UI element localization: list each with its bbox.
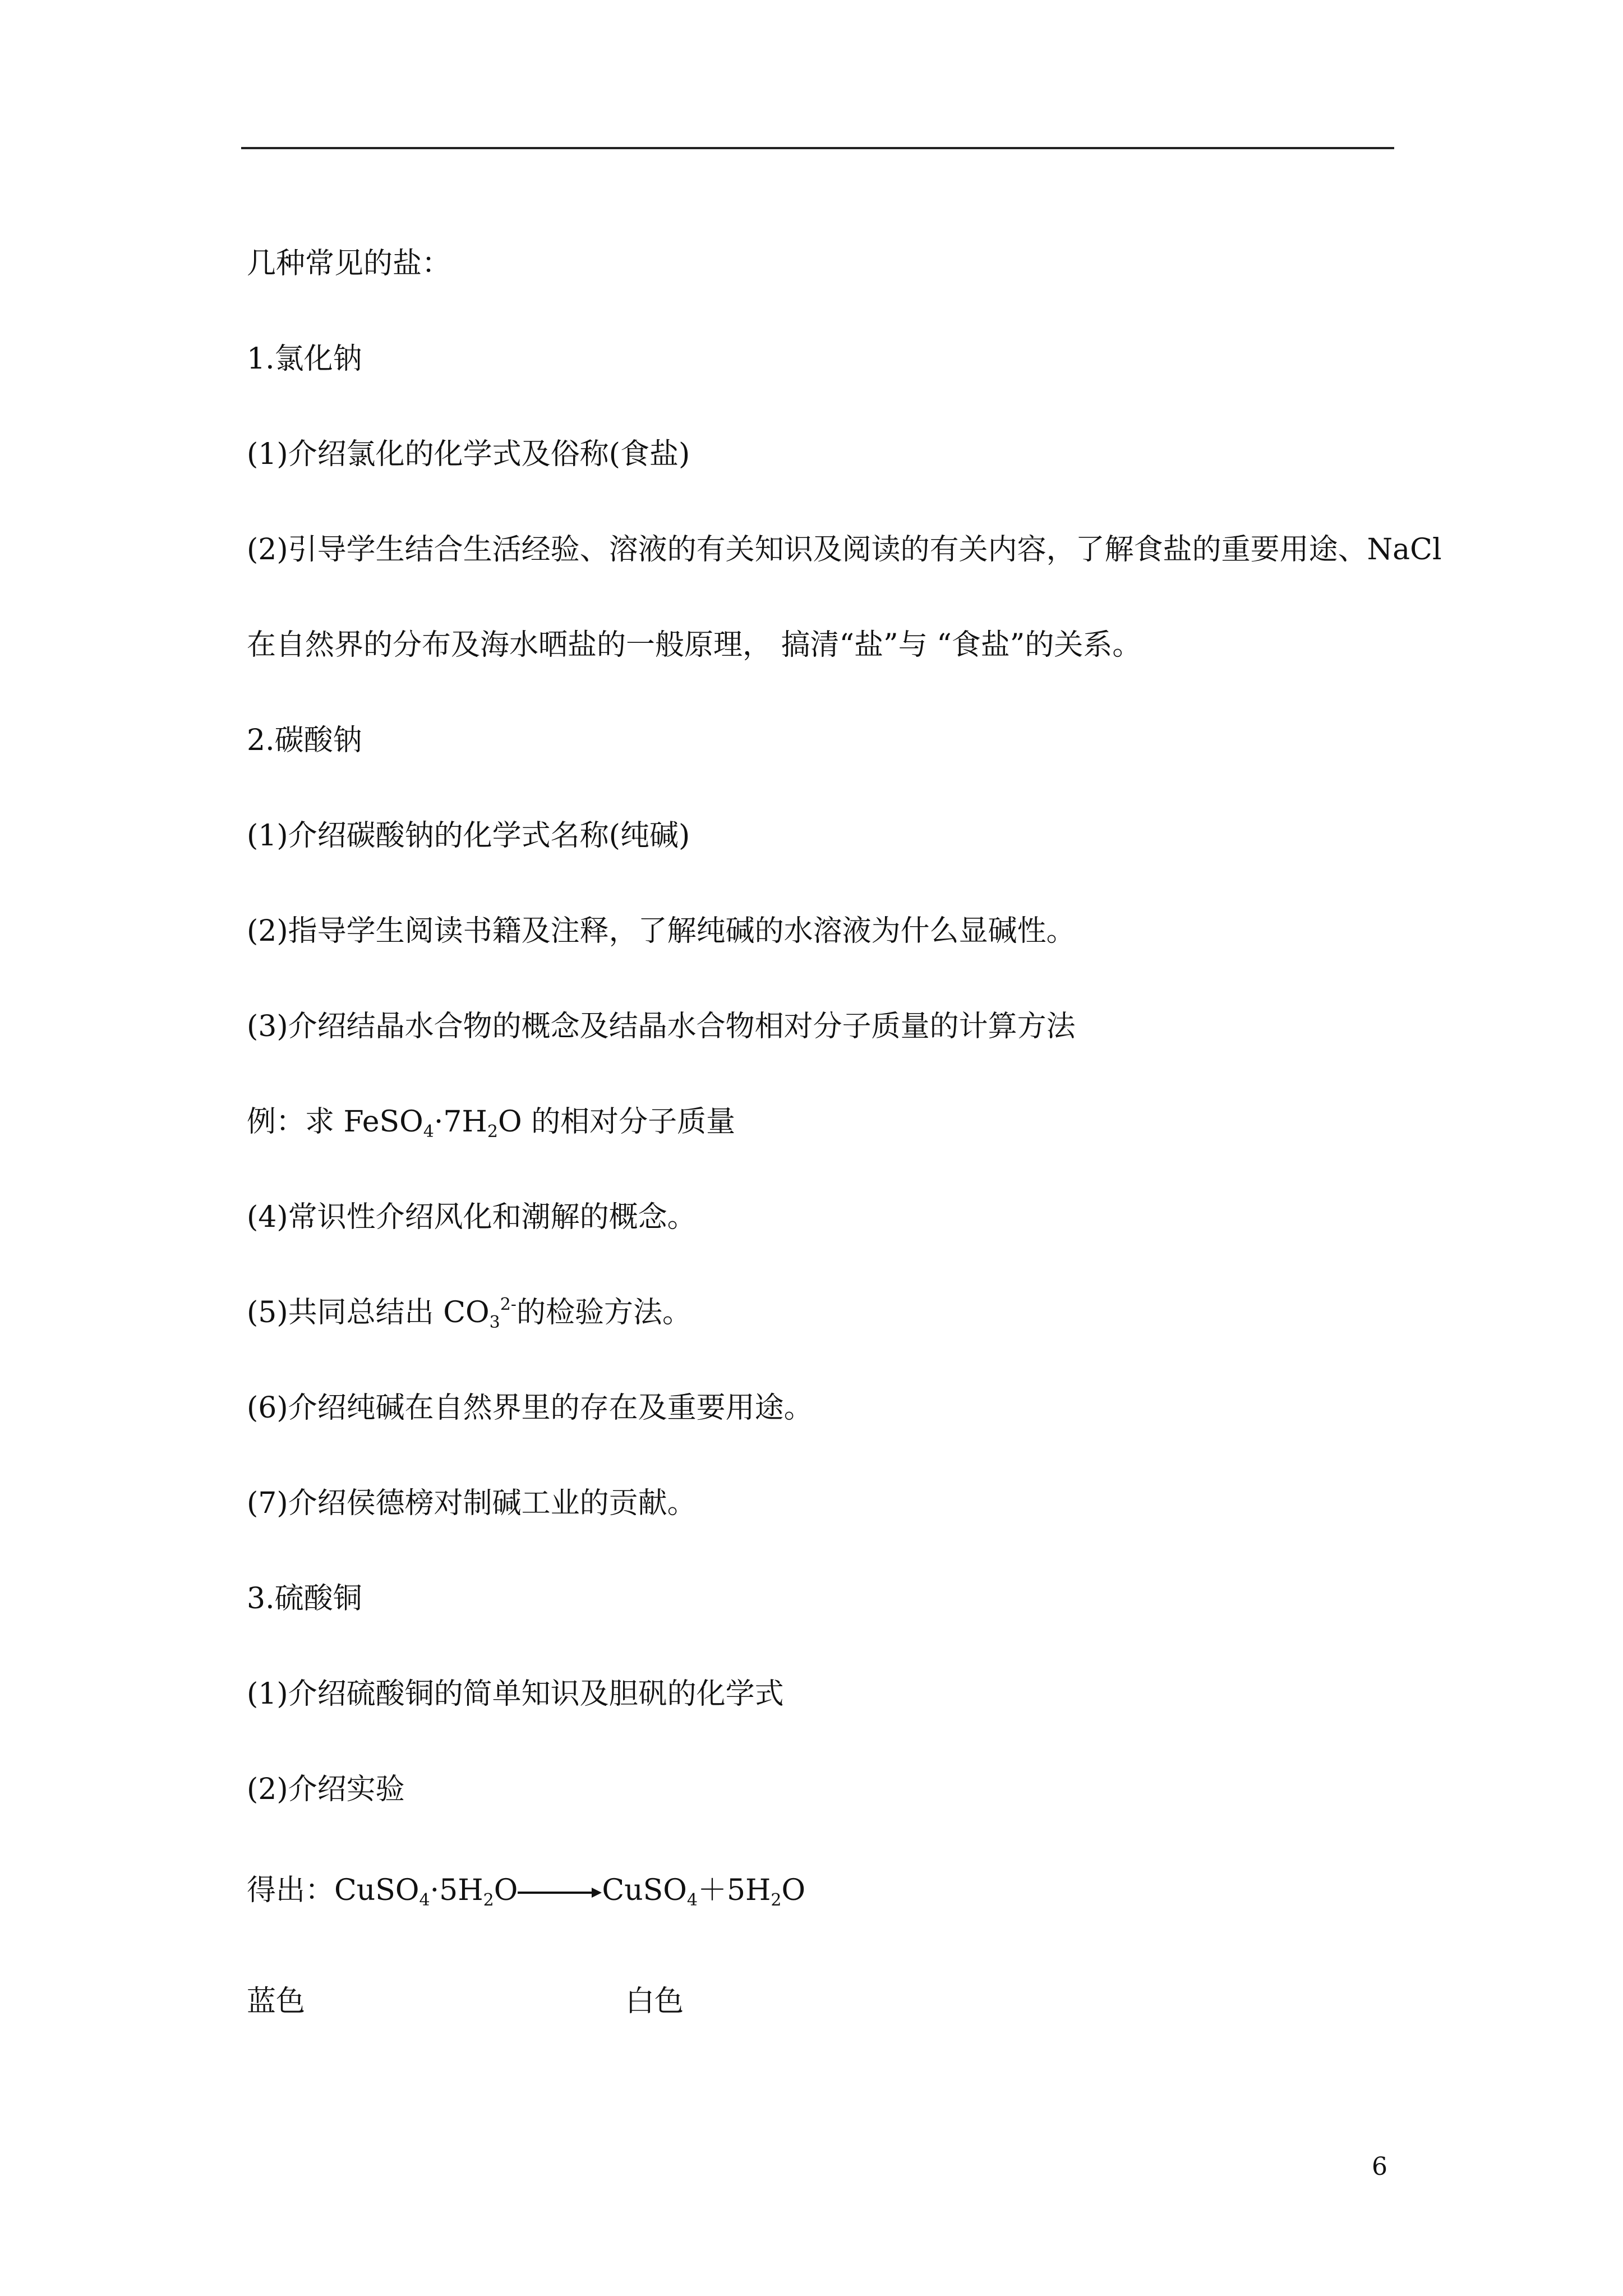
section-1-item-2: (2)引导学生结合生活经验、溶液的有关知识及阅读的有关内容，了解食盐的重要用途、NaCl [247,533,1442,567]
carbonate-suffix: 的检验方法。 [516,1296,691,1329]
equation-sub-1: 4 [419,1890,430,1910]
section-2-item-4: (4)常识性介绍风化和潮解的概念。 [247,1200,697,1234]
example-sub-1: 4 [423,1122,434,1142]
section-1-item-1: (1)介绍氯化的化学式及俗称(食盐) [247,438,690,471]
page-number: 6 [1372,2152,1387,2181]
equation-mid-3: CuSO [602,1874,687,1907]
color-label-blue: 蓝色 [247,1985,306,2018]
equation-sub-2: 2 [483,1890,494,1910]
heading: 几种常见的盐： [247,247,451,280]
equation-mid-1: ·5H [430,1874,483,1907]
example-line [247,1105,736,1142]
example-suffix: O 的相对分子质量 [497,1105,736,1139]
section-2-title: 2.碳酸钠 [247,724,362,757]
carbonate-test-line [247,1295,691,1332]
equation-sub-4: 2 [771,1890,782,1910]
equation-line [247,1874,806,1910]
section-1-item-2-cont: 在自然界的分布及海水晒盐的一般原理， 搞清“盐”与 “食盐”的关系。 [247,628,1142,662]
section-2-item-3: (3)介绍结晶水合物的概念及结晶水合物相对分子质量的计算方法 [247,1010,1076,1043]
header-rule [241,147,1394,149]
section-2-item-6: (6)介绍纯碱在自然界里的存在及重要用途。 [247,1391,813,1425]
section-2-item-7: (7)介绍侯德榜对制碱工业的贡献。 [247,1487,697,1520]
color-label-white: 白色 [625,1985,684,2018]
section-3-title: 3.硫酸铜 [247,1582,362,1616]
example-prefix: 例：求 FeSO [247,1105,423,1139]
reaction-arrow-icon [518,1874,602,1907]
carbonate-sup: 2- [500,1295,517,1314]
equation-sub-3: 4 [686,1890,698,1910]
equation-suffix: O [781,1874,806,1907]
carbonate-prefix: (5)共同总结出 CO [247,1296,490,1329]
equation-prefix: 得出：CuSO [247,1874,419,1907]
example-mid: ·7H [434,1105,487,1139]
section-3-item-1: (1)介绍硫酸铜的简单知识及胆矾的化学式 [247,1677,784,1711]
section-3-item-2: (2)介绍实验 [247,1773,405,1806]
section-2-item-1: (1)介绍碳酸钠的化学式名称(纯碱) [247,819,690,853]
example-sub-2: 2 [487,1122,498,1142]
carbonate-sub: 3 [489,1313,500,1332]
section-2-item-2: (2)指导学生阅读书籍及注释，了解纯碱的水溶液为什么显碱性。 [247,914,1076,948]
equation-mid-4: ＋5H [697,1874,771,1907]
equation-mid-2: O [494,1874,518,1907]
section-1-title: 1.氯化钠 [247,342,362,376]
